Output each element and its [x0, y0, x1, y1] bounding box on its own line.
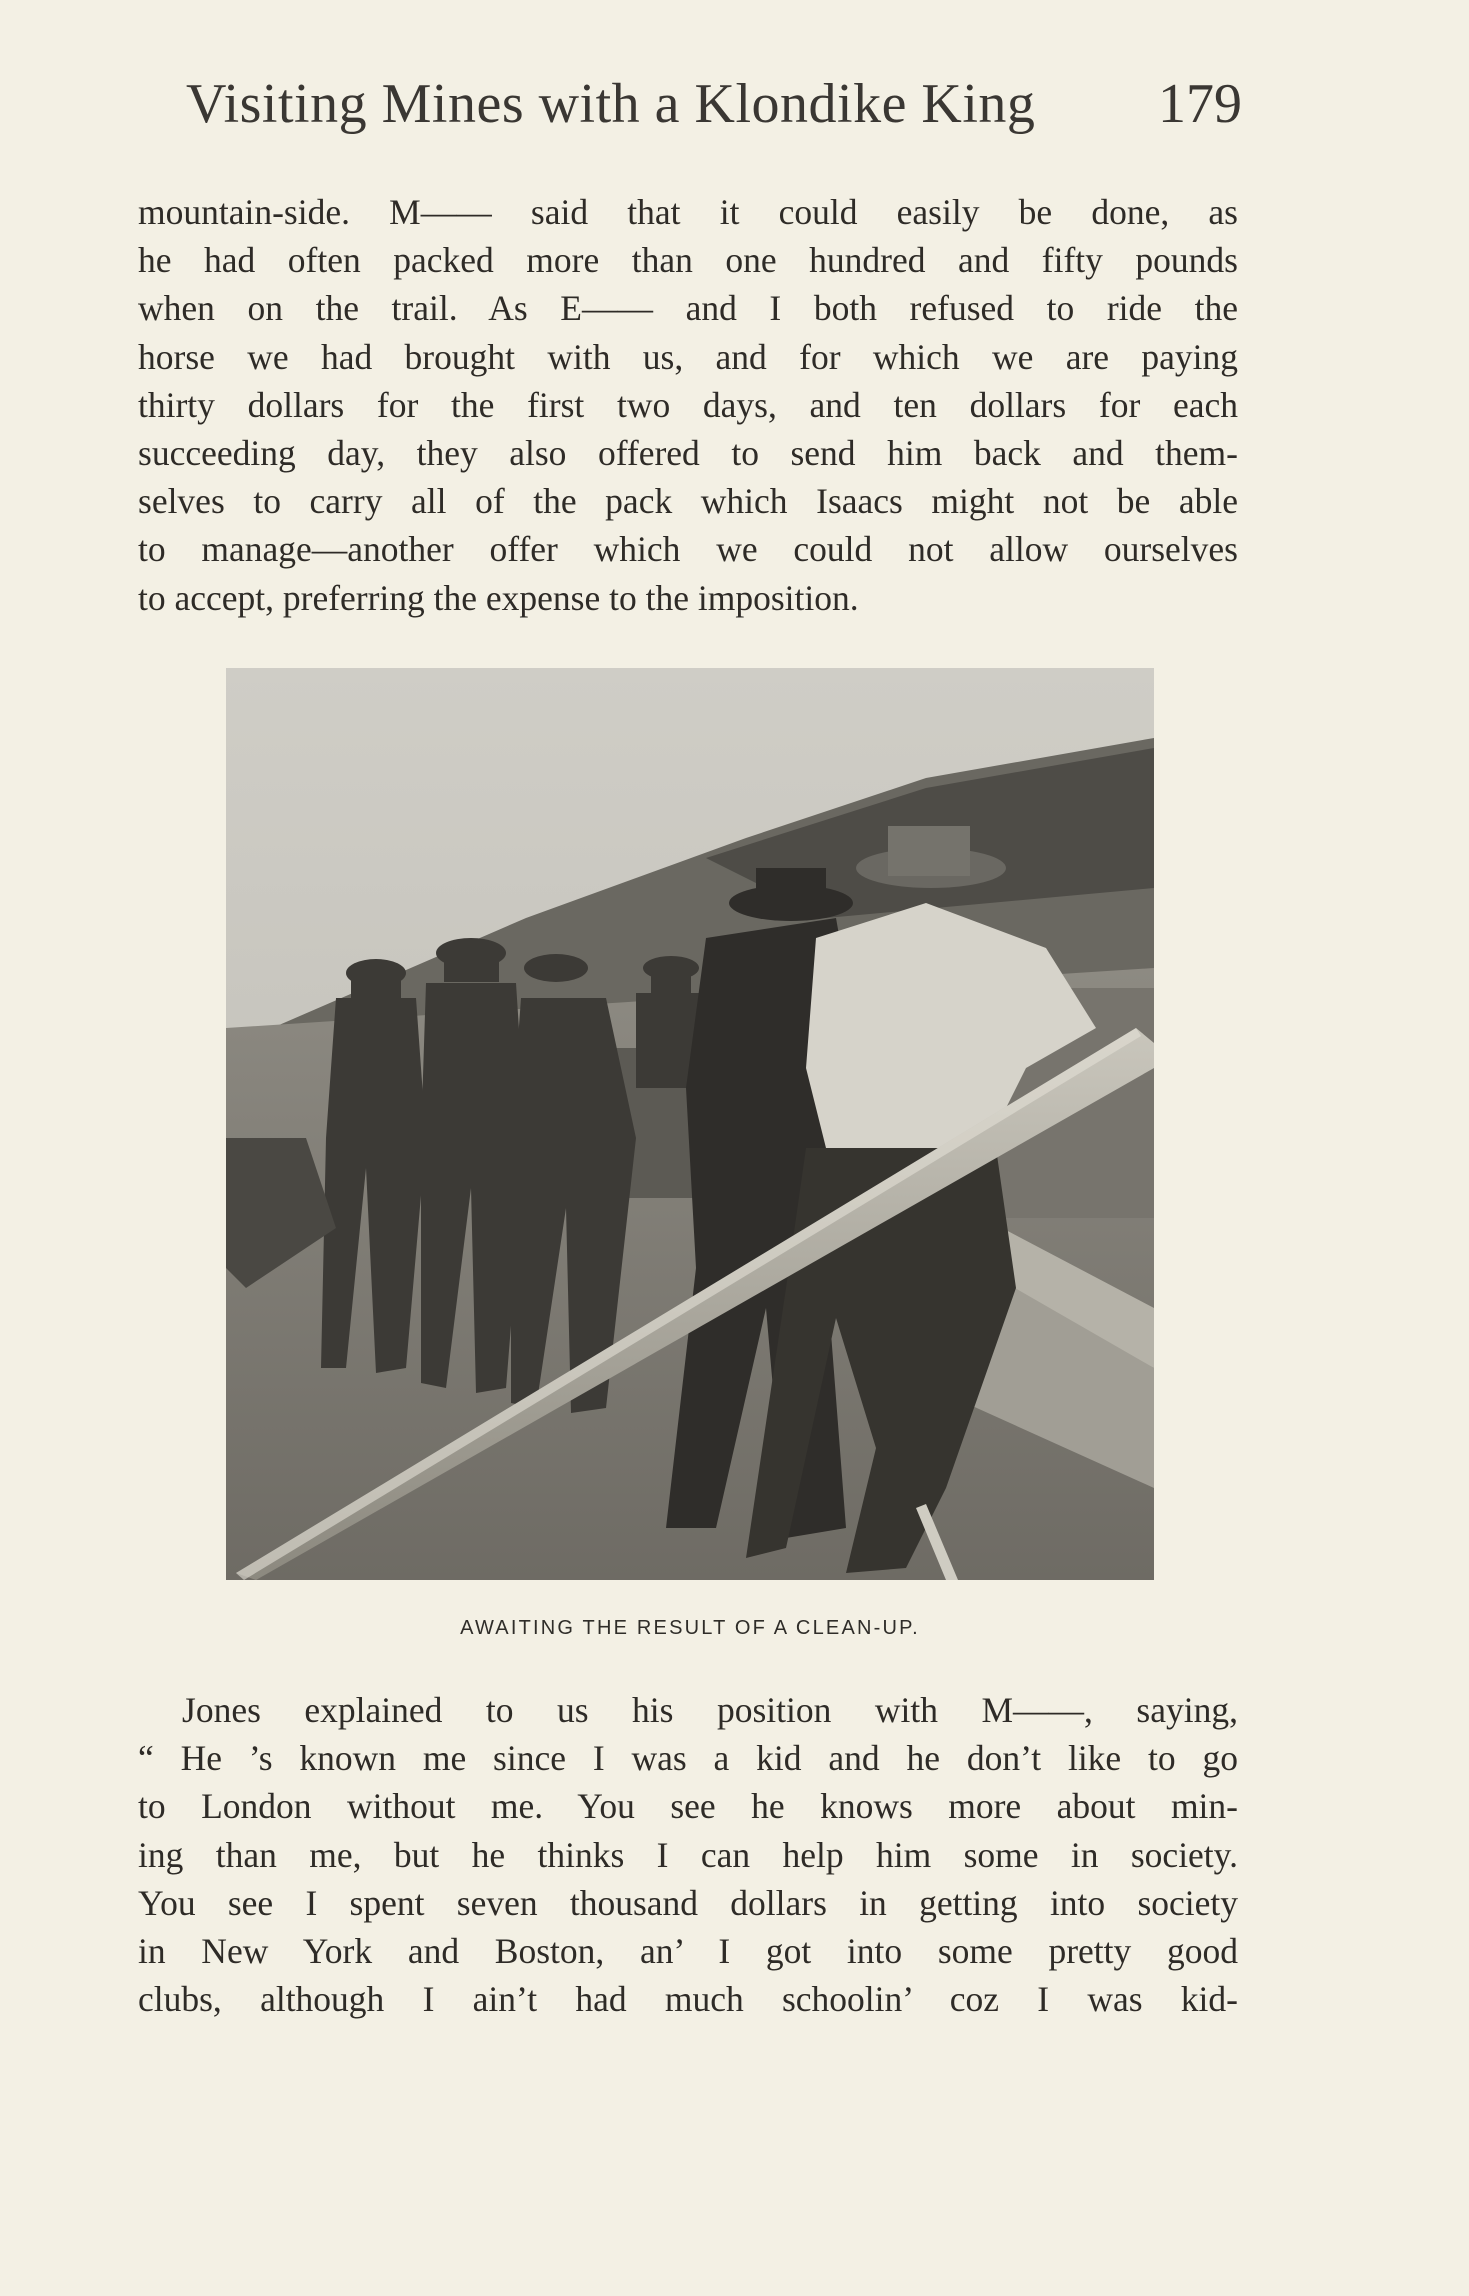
text-line: horse we had brought with us, and for which we are paying	[138, 336, 1238, 377]
photograph-plate	[226, 668, 1154, 1580]
text-line: You see I spent seven thousand dollars in getting into society	[138, 1882, 1238, 1923]
running-title: Visiting Mines with a Klondike King	[186, 73, 1036, 135]
page-number: 179	[1158, 73, 1242, 135]
paragraph-2	[138, 1686, 1238, 2023]
text-line: to manage—another offer which we could not allow ourselves	[138, 529, 1238, 570]
text-line: to London without me. You see he knows more about min-	[138, 1786, 1238, 1827]
text-line: “ He ’s known me since I was a kid and he don’t like to go	[138, 1738, 1238, 1779]
text-line: clubs, although I ain’t had much schoolin’ coz I was kid-	[138, 1979, 1238, 2020]
running-head	[186, 72, 1242, 152]
text-line: Jones explained to us his position with M——, saying,	[182, 1690, 1238, 1730]
photograph-miners	[226, 668, 1154, 1580]
text-line: succeeding day, they also offered to send him back and them-	[138, 432, 1238, 473]
text-line: he had often packed more than one hundred and fifty pounds	[138, 240, 1238, 281]
text-line: in New York and Boston, an’ I got into some pretty good	[138, 1930, 1238, 1971]
text-line: thirty dollars for the first two days, and ten dollars for each	[138, 384, 1238, 425]
text-line: ing than me, but he thinks I can help him some in society.	[138, 1834, 1238, 1875]
figure-caption: AWAITING THE RESULT OF A CLEAN-UP.	[460, 1617, 920, 1639]
text-line: when on the trail. As E—— and I both refused to ride the	[138, 288, 1238, 329]
paragraph-1	[138, 188, 1238, 622]
text-line: to accept, preferring the expense to the imposition.	[138, 577, 859, 618]
text-line: selves to carry all of the pack which Isaacs might not be able	[138, 481, 1238, 522]
text-line: mountain-side. M—— said that it could easily be done, as	[138, 192, 1238, 232]
